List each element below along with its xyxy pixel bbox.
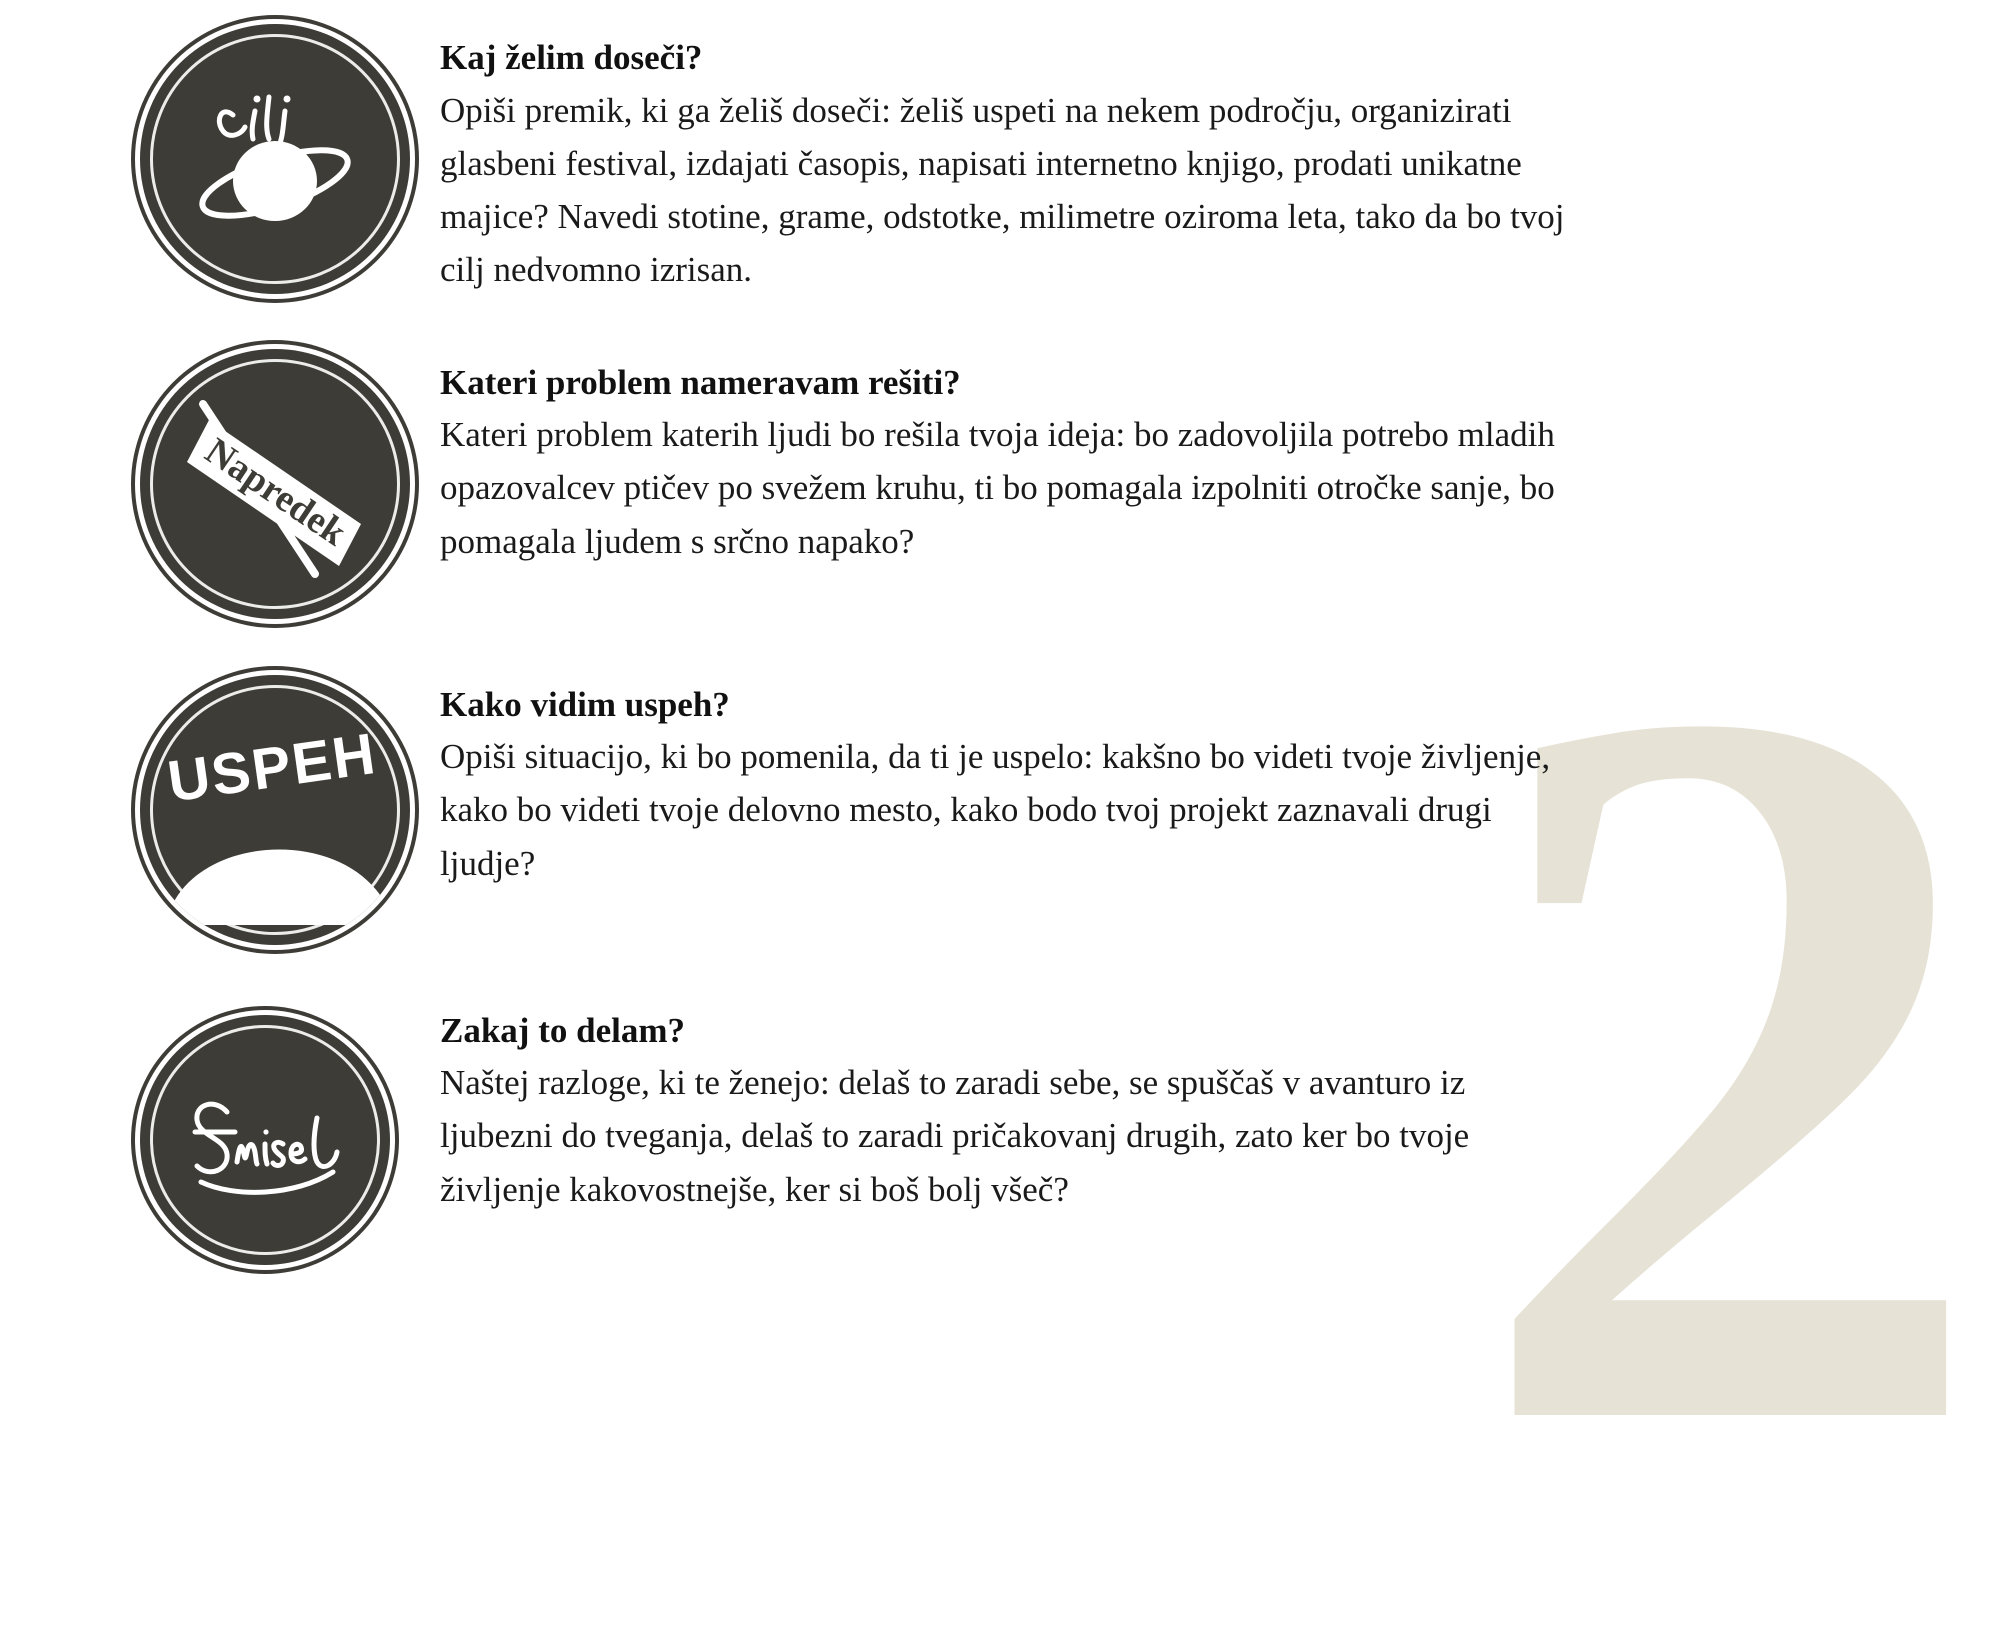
question-title: Zakaj to delam? xyxy=(440,1010,685,1050)
question-block-goal xyxy=(0,18,2000,297)
question-block-progress xyxy=(0,343,2000,619)
svg-text:Napredek: Napredek xyxy=(197,429,354,554)
question-body: Opiši situacijo, ki bo pomenila, da ti je uspelo: kakšno bo videti tvoje življenje, kako bo videti tvoje delovno mesto, kako bodo tvoj projekt zaznavali drugi ljudje? xyxy=(440,737,1551,883)
badge-container-success xyxy=(140,665,440,945)
hill-summit-icon xyxy=(140,675,410,945)
badge-container-progress xyxy=(140,343,440,619)
flag-banner-icon xyxy=(140,349,410,619)
question-title: Kako vidim uspeh? xyxy=(440,684,730,724)
text-column-goal xyxy=(440,18,1570,297)
decorative-number-watermark: 2 xyxy=(1470,488,1970,1640)
question-title: Kateri problem nameravam rešiti? xyxy=(440,362,961,402)
text-column-meaning xyxy=(440,991,1570,1216)
script-signature-icon xyxy=(140,1015,390,1265)
question-body: Kateri problem katerih ljudi bo rešila tvoja ideja: bo zadovoljila potrebo mladih opazovalcev ptičev po svežem kruhu, ti bo pomagala izpolniti otročke sanje, bo pomagala ljudem s srčno napako? xyxy=(440,415,1555,561)
question-title: Kaj želim doseči? xyxy=(440,38,703,77)
badge-container-meaning xyxy=(140,991,440,1265)
question-body: Opiši premik, ki ga želiš doseči: želiš uspeti na nekem področju, organizirati glasbeni festival, izdajati časopis, napisati internetno knjigo, prodati unikatne majice? Navedi stotine, grame, odstotke, milimetre oziroma leta, tako da bo tvoj cilj nedvomno izrisan. xyxy=(440,90,1565,290)
question-block-meaning xyxy=(0,991,2000,1265)
question-block-success xyxy=(0,665,2000,945)
svg-text:USPEH: USPEH xyxy=(163,720,381,814)
planet-saturn-icon xyxy=(140,24,410,294)
text-column-progress xyxy=(440,343,1570,568)
question-body: Naštej razloge, ki te ženejo: delaš to zaradi sebe, se spuščaš v avanturo iz ljubezni do tveganja, delaš to zaradi pričakovanj drugih, zato ker bo tvoje življenje kakovostnejše, ker si boš bolj všeč? xyxy=(440,1063,1470,1209)
badge-container-goal xyxy=(140,18,440,294)
text-column-success xyxy=(440,665,1570,890)
